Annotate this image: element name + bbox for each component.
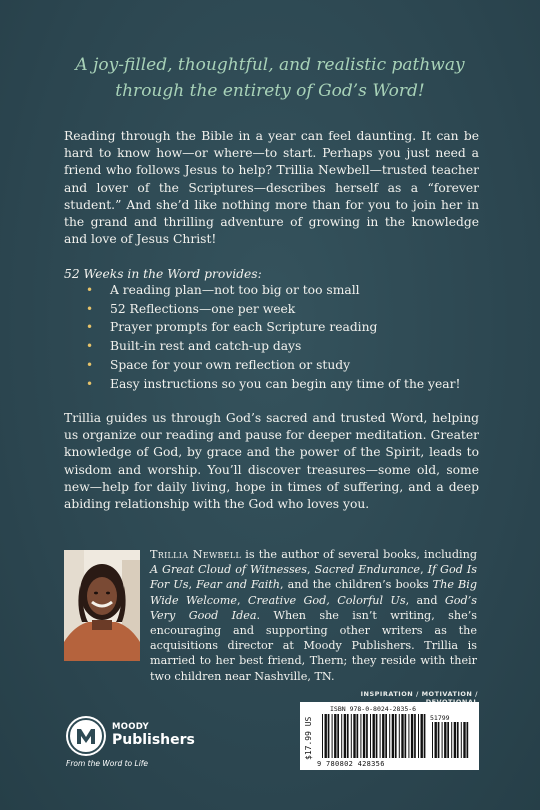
barcode-bar [405, 714, 407, 758]
isbn-digits: 9 780802 428356 [317, 760, 385, 768]
barcode-bar [370, 714, 371, 758]
barcode-bar [432, 722, 433, 758]
bio-text: , and the children’s books [280, 578, 433, 592]
author-portrait-image [64, 550, 140, 661]
bio-text: , [420, 563, 428, 577]
tagline-line-2: through the entirety of God’s Word! [115, 81, 425, 101]
price-barcode [432, 722, 470, 758]
barcode-bar [328, 714, 330, 758]
barcode-bar [337, 714, 339, 758]
barcode-bar [357, 714, 359, 758]
barcode-bar [380, 714, 381, 758]
book-title: Fear and Faith [196, 578, 281, 592]
category-label: INSPIRATION / MOTIVATION / [360, 690, 478, 698]
feature-text: Easy instructions so you can begin any time of the year! [110, 376, 461, 391]
feature-item [86, 300, 460, 319]
barcode-bar [408, 714, 409, 758]
barcode-bar [382, 714, 384, 758]
bullet-icon: • [86, 376, 94, 391]
barcode-bar [373, 714, 375, 758]
tagline-line-1: A joy-filled, thoughtful, and realistic pathway [75, 55, 465, 75]
bio-text: , [307, 563, 315, 577]
barcode-bar [351, 714, 352, 758]
barcode-bar [411, 714, 413, 758]
feature-item [86, 281, 460, 300]
book-title: If God Is For Us [150, 563, 477, 592]
barcode-bar [442, 722, 443, 758]
features-lead-suffix: provides: [200, 267, 262, 281]
barcode-bar [334, 714, 336, 758]
barcode-bar [399, 714, 400, 758]
author-bio [150, 547, 477, 684]
closing-paragraph: Trillia guides us through God’s sacred and trusted Word, helping us organize our reading and pause for deeper meditation. Greater knowledge of God, by grace and the power of the Spirit, leads to wisdom and worship. You’ll discover treasures—some old, some new—help for daily living, hope in times of suffering, and a deep abiding relationship with the God who loves you. [64, 411, 479, 512]
bio-text: , and [405, 593, 445, 607]
features-lead [64, 267, 262, 281]
moody-m-icon [66, 716, 106, 756]
feature-list [86, 281, 460, 393]
feature-item [86, 337, 460, 356]
author-photo [64, 550, 140, 661]
bullet-icon: • [86, 339, 94, 354]
barcode-bar [444, 722, 446, 758]
feature-text: 52 Reflections—one per week [110, 301, 296, 316]
feature-item [86, 375, 460, 394]
barcode-bar [392, 714, 394, 758]
feature-text: Prayer prompts for each Scripture reading [110, 320, 378, 335]
book-title: 52 Weeks in the Word [64, 267, 201, 281]
barcode-bar [401, 714, 403, 758]
barcode-bar [457, 722, 459, 758]
publisher-slogan: From the Word to Life [66, 759, 149, 768]
svg-text:$17.99 US: $17.99 US [304, 716, 313, 760]
barcode-bar [376, 714, 378, 758]
bullet-icon: • [86, 320, 94, 335]
author-name: Trillia Newbell [150, 548, 242, 561]
barcode-bar [463, 722, 465, 758]
book-title: Creative God, Colorful Us [247, 593, 406, 607]
barcode-bar [347, 714, 349, 758]
barcode-bar [454, 722, 456, 758]
book-title: The Big Wide Welcome [150, 578, 477, 607]
tagline [0, 52, 540, 104]
bio-text: is the author of several books, including [241, 548, 477, 561]
barcode-bar [435, 722, 437, 758]
isbn-barcode [322, 714, 426, 758]
barcode-bar [341, 714, 342, 758]
barcode-bar [344, 714, 346, 758]
price-code: 51799 [430, 714, 450, 722]
barcode-bar [414, 714, 416, 758]
barcode-bar [424, 714, 426, 758]
publisher-logo [62, 713, 222, 773]
feature-text: A reading plan—not too big or too small [110, 283, 360, 297]
barcode-bar [395, 714, 397, 758]
price-label [302, 710, 314, 762]
barcode-bar [360, 714, 361, 758]
bio-text: . When she isn’t writing, she’s encouraging and supporting other writers as the acquisitions director at Moody Publishers. Trillia is married to her best friend, Thern; they reside with their two children near Nashville, TN. [150, 608, 477, 683]
isbn-text: ISBN 978-0-8024-2835-6 [330, 705, 417, 713]
barcode-bar [322, 714, 323, 758]
barcode-bar [389, 714, 390, 758]
barcode-bar [418, 714, 419, 758]
barcode-bar [451, 722, 452, 758]
book-title: God’s Very Good Idea [150, 593, 477, 622]
book-title: Sacred Endurance [314, 563, 421, 577]
feature-item [86, 356, 460, 375]
feature-item [86, 318, 460, 337]
barcode-bar [421, 714, 423, 758]
feature-text: Built-in rest and catch-up days [110, 339, 302, 354]
barcode-bar [366, 714, 368, 758]
bio-text: , [188, 578, 197, 592]
barcode-bar [325, 714, 327, 758]
barcode-box [300, 702, 479, 770]
publisher-name-line2: Publishers [112, 732, 195, 748]
bullet-icon: • [86, 283, 94, 297]
publisher-name-line1: MOODY [112, 722, 150, 732]
barcode-bar [385, 714, 387, 758]
bullet-icon: • [86, 301, 94, 316]
feature-text: Space for your own reflection or study [110, 357, 351, 372]
barcode-bar [467, 722, 469, 758]
barcode-bar [447, 722, 449, 758]
barcode-bar [363, 714, 365, 758]
book-title: A Great Cloud of Witnesses [150, 563, 308, 577]
barcode-bar [353, 714, 355, 758]
barcode-bar [438, 722, 440, 758]
barcode-bar [332, 714, 333, 758]
bio-text: , [237, 593, 248, 607]
bullet-icon: • [86, 357, 94, 372]
intro-paragraph: Reading through the Bible in a year can feel daunting. It can be hard to know how—or where—to start. Perhaps you just need a friend who follows Jesus to help? Trillia Newbell—trusted teacher and lover of the Scriptures—describes herself as a “forever student.” And she’d like nothing more than for you to join her in the grand and thrilling adventure of growing in the knowledge and love of Jesus Christ! [64, 129, 479, 247]
barcode-bar [461, 722, 462, 758]
